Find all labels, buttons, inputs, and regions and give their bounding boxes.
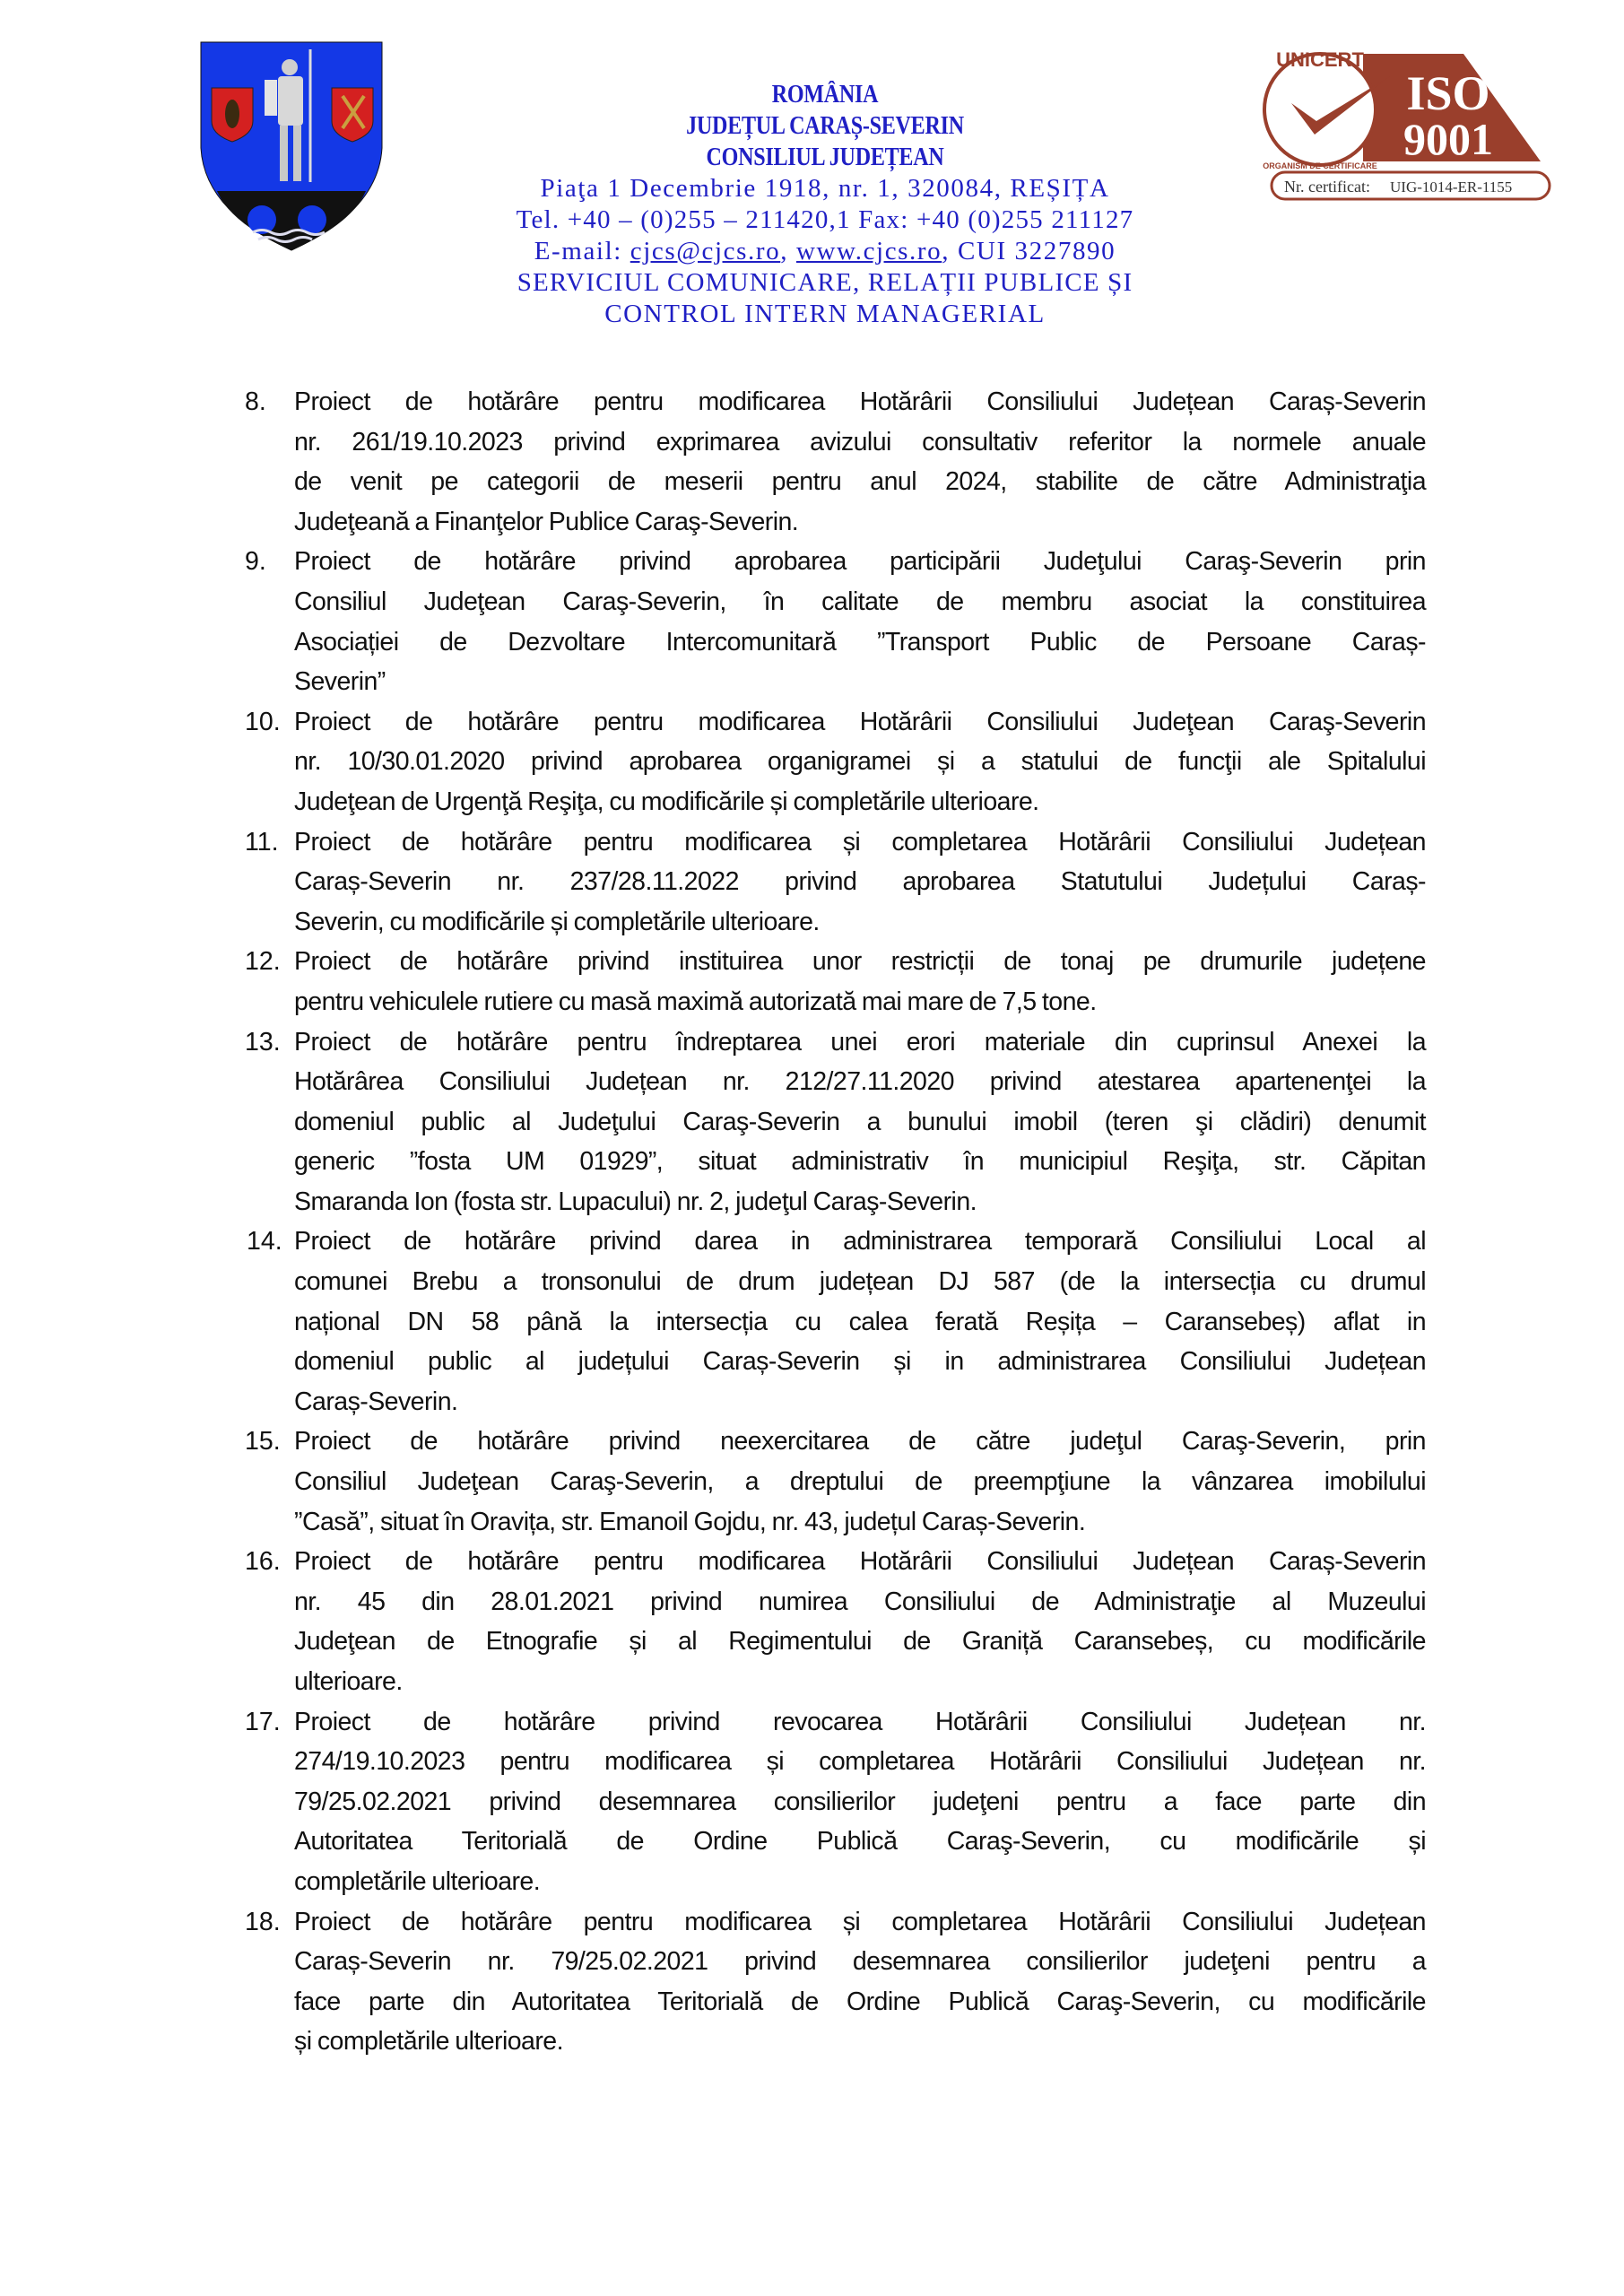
letterhead-phone-fax: Tel. +40 – (0)255 – 211420,1 Fax: +40 (0)255 211127 [516, 205, 1134, 234]
agenda-item-text-line: nr. 261/19.10.2023 privind exprimarea avizului consultativ referitor la normele anuale [294, 427, 1426, 457]
agenda-item [0, 1902, 1624, 2062]
agenda-item-text-line: și completările ulterioare. [294, 2027, 563, 2057]
agenda-item-text-line: Proiect de hotărâre privind revocarea Hotărârii Consiliului Județean nr. [294, 1707, 1426, 1736]
agenda-item-number: 8. [245, 387, 266, 416]
agenda-item-text-line: pentru vehiculele rutiere cu masă maximă autorizată mai mare de 7,5 tone. [294, 987, 1097, 1016]
agenda-item-number: 11. [245, 827, 279, 857]
unicert-iso-9001-logo [1255, 36, 1553, 202]
agenda-item [0, 382, 1624, 542]
letterhead-contact [395, 236, 1255, 267]
email-link[interactable]: cjcs@cjcs.ro [630, 237, 781, 265]
agenda-item-text-line: național DN 58 până la intersecția cu calea ferată Reșița – Caransebeș) aflat in [294, 1307, 1426, 1336]
agenda-item-text-line: completările ulterioare. [294, 1866, 541, 1896]
agenda-item-text-line: Proiect de hotărâre privind instituirea unor restricții de tonaj pe drumurile județene [294, 947, 1426, 977]
agenda-item-text-line: Caraș-Severin nr. 79/25.02.2021 privind desemnarea consilierilor judeţeni pentru a [294, 1947, 1426, 1977]
letterhead-department-line2: CONTROL INTERN MANAGERIAL [604, 300, 1046, 328]
agenda-item-text-line: 79/25.02.2021 privind desemnarea consilierilor judeţeni pentru a face parte din [294, 1787, 1426, 1816]
agenda-item-text-line: ulterioare. [294, 1667, 403, 1696]
iso-cert-number: UIG-1014-ER-1155 [1390, 178, 1513, 196]
iso-cert-label: Nr. certificat: [1284, 178, 1370, 196]
agenda-item-text-line: Proiect de hotărâre privind aprobarea participării Judeţului Caraş-Severin prin [294, 547, 1426, 577]
agenda-item-text-line: Judeţean de Etnografie și al Regimentului de Graniță Caransebeș, cu modificările [294, 1627, 1426, 1657]
agenda-item-text-line: nr. 10/30.01.2020 privind aprobarea organigramei și a statului de funcţii ale Spitalului [294, 747, 1426, 777]
agenda-item-text-line: Proiect de hotărâre privind neexercitarea de către judeţul Caraş-Severin, prin [294, 1427, 1426, 1457]
agenda-item-text-line: domeniul public al Judeţului Caraş-Severin a bunului imobil (teren şi clădiri) denumit [294, 1107, 1426, 1136]
agenda-item-text-line: comunei Brebu a tronsonului de drum județean DJ 587 (de la intersecția cu drumul [294, 1267, 1426, 1297]
agenda-item-text-line: Proiect de hotărâre pentru modificarea Hotărârii Consiliului Judeţean Caraş-Severin [294, 707, 1426, 736]
agenda-item-number: 17. [245, 1707, 281, 1736]
letterhead [395, 79, 1255, 330]
agenda-item-text-line: Proiect de hotărâre pentru modificarea Hotărârii Consiliului Județean Caraș-Severin [294, 387, 1426, 416]
agenda-item [0, 542, 1624, 701]
agenda-item-text-line: face parte din Autoritatea Teritorială de Ordine Publică Caraş-Severin, cu modificările [294, 1987, 1426, 2016]
agenda-item [0, 1542, 1624, 1701]
agenda-item-text-line: Severin, cu modificările și completările ulterioare. [294, 907, 820, 936]
iso-subtitle: ORGANISM DE CERTIFICARE [1263, 161, 1377, 170]
agenda-item-text-line: generic ”fosta UM 01929”, situat administrativ în municipiul Reşiţa, str. Căpitan [294, 1147, 1426, 1177]
letterhead-council: CONSILIUL JUDEȚEAN [706, 144, 944, 171]
agenda-item-text-line: Consiliul Judeţean Caraş-Severin, în calitate de membru asociat la constituirea [294, 587, 1426, 616]
agenda-item-number: 18. [245, 1907, 281, 1936]
iso-standard-2: 9001 [1403, 114, 1493, 164]
agenda-item-text-line: Caraș-Severin nr. 237/28.11.2022 privind aprobarea Statutului Județului Caraș- [294, 867, 1426, 897]
email-label: E-mail: [534, 237, 630, 265]
agenda-item-text-line: Asociației de Dezvoltare Intercomunitară ”Transport Public de Persoane Caraș- [294, 627, 1426, 657]
separator: , [780, 237, 796, 265]
agenda-item-text-line: Judeţeană a Finanţelor Publice Caraş-Severin. [294, 507, 799, 536]
agenda-item-text-line: Proiect de hotărâre pentru modificarea și completarea Hotărârii Consiliului Județean [294, 827, 1426, 857]
agenda-item [0, 702, 1624, 822]
agenda-item-number: 10. [245, 707, 281, 736]
agenda-item-number: 15. [245, 1427, 281, 1457]
agenda-item-text-line: Caraș-Severin. [294, 1387, 458, 1416]
letterhead-country: ROMÂNIA [771, 81, 879, 109]
agenda-item [0, 1422, 1624, 1542]
agenda-item-text-line: Severin” [294, 667, 386, 697]
letterhead-department-line1: SERVICIUL COMUNICARE, RELAȚII PUBLICE ȘI [517, 268, 1133, 297]
agenda-item [0, 822, 1624, 943]
agenda-item-number: 16. [245, 1547, 281, 1577]
agenda-item-text-line: Proiect de hotărâre privind darea in administrarea temporară Consiliului Local al [294, 1227, 1426, 1257]
agenda-item-text-line: Proiect de hotărâre pentru îndreptarea unei erori materiale din cuprinsul Anexei la [294, 1027, 1426, 1057]
agenda-item-number: 13. [245, 1027, 281, 1057]
agenda-list [0, 382, 1624, 2062]
agenda-item-number: 12. [245, 947, 281, 977]
agenda-item [0, 1022, 1624, 1222]
cui-text: , CUI 3227890 [942, 237, 1116, 265]
agenda-item [0, 1702, 1624, 1902]
agenda-item-text-line: 274/19.10.2023 pentru modificarea și completarea Hotărârii Consiliului Județean nr. [294, 1747, 1426, 1777]
agenda-item-number: 14. [247, 1227, 282, 1257]
agenda-item-text-line: Consiliul Judeţean Caraş-Severin, a dreptului de preempţiune la vânzarea imobilului [294, 1467, 1426, 1497]
iso-standard-1: ISO [1406, 66, 1490, 120]
agenda-item-number: 9. [245, 547, 266, 577]
agenda-item-text-line: Proiect de hotărâre pentru modificarea Hotărârii Consiliului Județean Caraș-Severin [294, 1547, 1426, 1577]
letterhead-county: JUDEȚUL CARAȘ-SEVERIN [686, 112, 964, 140]
agenda-item [0, 942, 1624, 1022]
agenda-item [0, 1222, 1624, 1422]
agenda-item-text-line: ”Casă”, situat în Oravița, str. Emanoil Gojdu, nr. 43, județul Caraș-Severin. [294, 1507, 1086, 1536]
agenda-item-text-line: Smaranda Ion (fosta str. Lupacului) nr. 2, judeţul Caraş-Severin. [294, 1187, 977, 1216]
agenda-item-text-line: Autoritatea Teritorială de Ordine Publică Caraş-Severin, cu modificările și [294, 1827, 1426, 1857]
iso-brand: UNICERT [1276, 48, 1364, 71]
county-coat-of-arms-icon [199, 40, 384, 252]
agenda-item-text-line: Proiect de hotărâre pentru modificarea și completarea Hotărârii Consiliului Județean [294, 1907, 1426, 1936]
website-link[interactable]: www.cjcs.ro [795, 237, 942, 265]
agenda-item-text-line: de venit pe categorii de meserii pentru anul 2024, stabilite de către Administraţia [294, 467, 1426, 497]
letterhead-address: Piaţa 1 Decembrie 1918, nr. 1, 320084, REȘIȚA [540, 174, 1110, 203]
agenda-item-text-line: nr. 45 din 28.01.2021 privind numirea Consiliului de Administraţie al Muzeului [294, 1587, 1426, 1616]
agenda-item-text-line: Judeţean de Urgenţă Reşiţa, cu modificările și completările ulterioare. [294, 787, 1039, 816]
agenda-item-text-line: Hotărârea Consiliului Județean nr. 212/27.11.2020 privind atestarea apartenenţei la [294, 1067, 1426, 1097]
agenda-item-text-line: domeniul public al județului Caraș-Severin și in administrarea Consiliului Județean [294, 1347, 1426, 1377]
